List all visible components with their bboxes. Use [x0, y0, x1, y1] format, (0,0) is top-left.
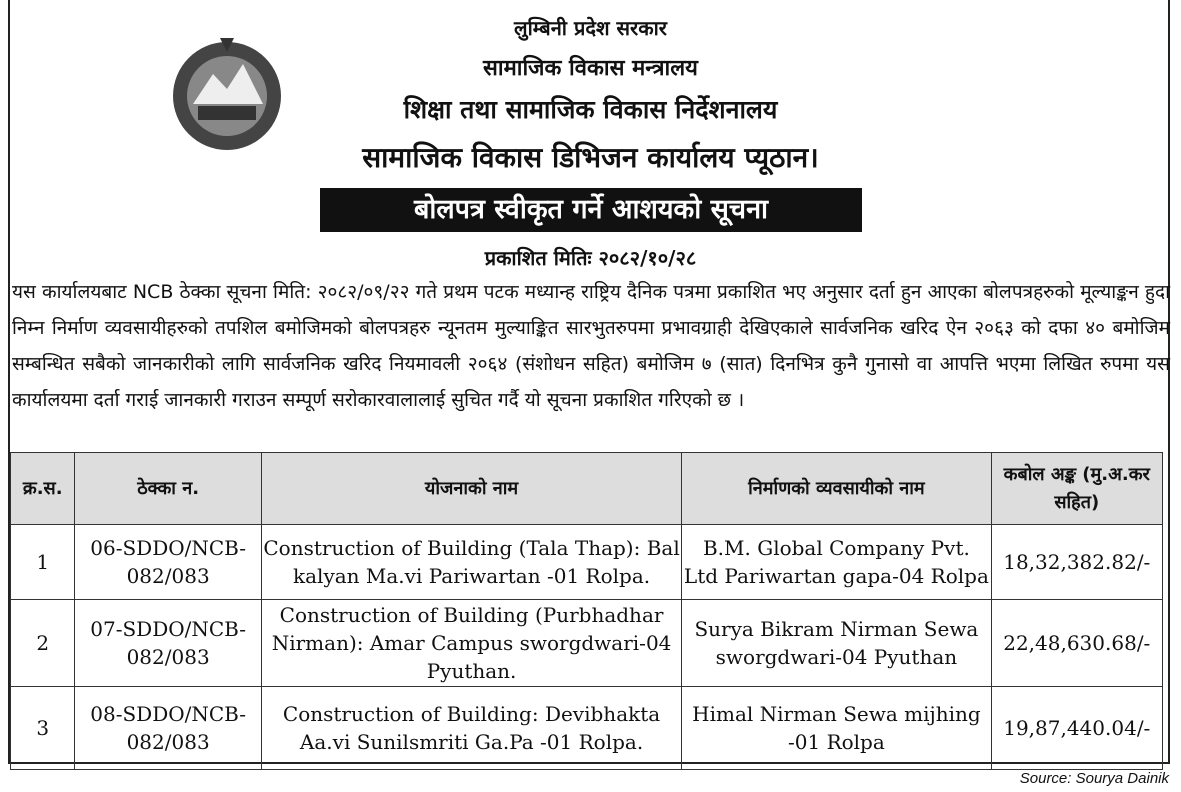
- cell-sn: 2: [11, 600, 75, 687]
- cell-contractor: Surya Bikram Nirman Sewa sworgdwari-04 Pyuthan: [682, 600, 991, 687]
- cell-project: Construction of Building (Tala Thap): Bal kalyan Ma.vi Pariwartan -01 Rolpa.: [261, 525, 681, 600]
- header-bid-amount: कबोल अङ्क (मु.अ.कर सहित): [991, 453, 1162, 525]
- notice-title-banner: बोलपत्र स्वीकृत गर्ने आशयको सूचना: [320, 188, 862, 232]
- cell-contractor: Himal Nirman Sewa mijhing -01 Rolpa: [682, 687, 991, 770]
- notice-paragraph: यस कार्यालयबाट NCB ठेक्का सूचना मिति: २०८२/०९/२२ गते प्रथम पटक मध्यान्ह राष्ट्रिय दैनिक पत्रमा प्रकाशित भए अनुसार दर्ता हुन आएका बोलपत्रहरुको मूल्याङ्कन हुदा निम्न निर्माण व्यवसायीहरुको तपशिल बमोजिमको बोलपत्रहरु न्यूनतम मुल्याङ्कित सारभुतरुपमा प्रभावग्राही देखिएकाले सार्वजनिक खरिद ऐन २०६३ को दफा ४० बमोजिम सम्बन्धित सबैको जानकारीको लागि सार्वजनिक खरिद नियमावली २०६४ (संशोधन सहित) बमोजिम ७ (सात) दिनभित्र कुनै गुनासो वा आपत्ति भएमा लिखित रुपमा यस कार्यालयमा दर्ता गराई जानकारी गराउन सम्पूर्ण सरोकारवालालाई सुचित गर्दै यो सूचना प्रकाशित गरिएको छ ।: [12, 281, 1170, 411]
- province-name: लुम्बिनी प्रदेश सरकार: [514, 16, 667, 40]
- cell-sn: 3: [11, 687, 75, 770]
- cell-project: Construction of Building (Purbhadhar Nirman): Amar Campus sworgdwari-04 Pyuthan.: [261, 600, 681, 687]
- cell-amount: 22,48,630.68/-: [991, 600, 1162, 687]
- table-row: [11, 600, 1163, 687]
- cell-sn: 1: [11, 525, 75, 600]
- cell-amount: 19,87,440.04/-: [991, 687, 1162, 770]
- source-credit: Source: Sourya Dainik: [1019, 770, 1169, 787]
- header-project-name: योजनाको नाम: [261, 453, 681, 525]
- table-row: [11, 525, 1163, 600]
- table-header-row: [11, 453, 1163, 525]
- cell-contractor: B.M. Global Company Pvt. Ltd Pariwartan gapa-04 Rolpa: [682, 525, 991, 600]
- header-sn: क्र.स.: [11, 453, 75, 525]
- cell-contract: 07-SDDO/NCB-082/083: [75, 600, 261, 687]
- directorate-name: शिक्षा तथा सामाजिक विकास निर्देशनालय: [403, 95, 778, 124]
- header-contractor-name: निर्माणको व्यवसायीको नाम: [682, 453, 991, 525]
- cell-amount: 18,32,382.82/-: [991, 525, 1162, 600]
- cell-contract: 08-SDDO/NCB-082/083: [75, 687, 261, 770]
- published-date: प्रकाशित मितिः २०८२/१०/२८: [484, 246, 697, 270]
- header-contract-no: ठेक्का न.: [75, 453, 261, 525]
- ministry-name: सामाजिक विकास मन्त्रालय: [483, 56, 698, 81]
- bid-table: [10, 452, 1163, 770]
- office-name: सामाजिक विकास डिभिजन कार्यालय प्यूठान।: [362, 141, 819, 174]
- cell-project: Construction of Building: Devibhakta Aa.vi Sunilsmriti Ga.Pa -01 Rolpa.: [261, 687, 681, 770]
- table-row: [11, 687, 1163, 770]
- cell-contract: 06-SDDO/NCB-082/083: [75, 525, 261, 600]
